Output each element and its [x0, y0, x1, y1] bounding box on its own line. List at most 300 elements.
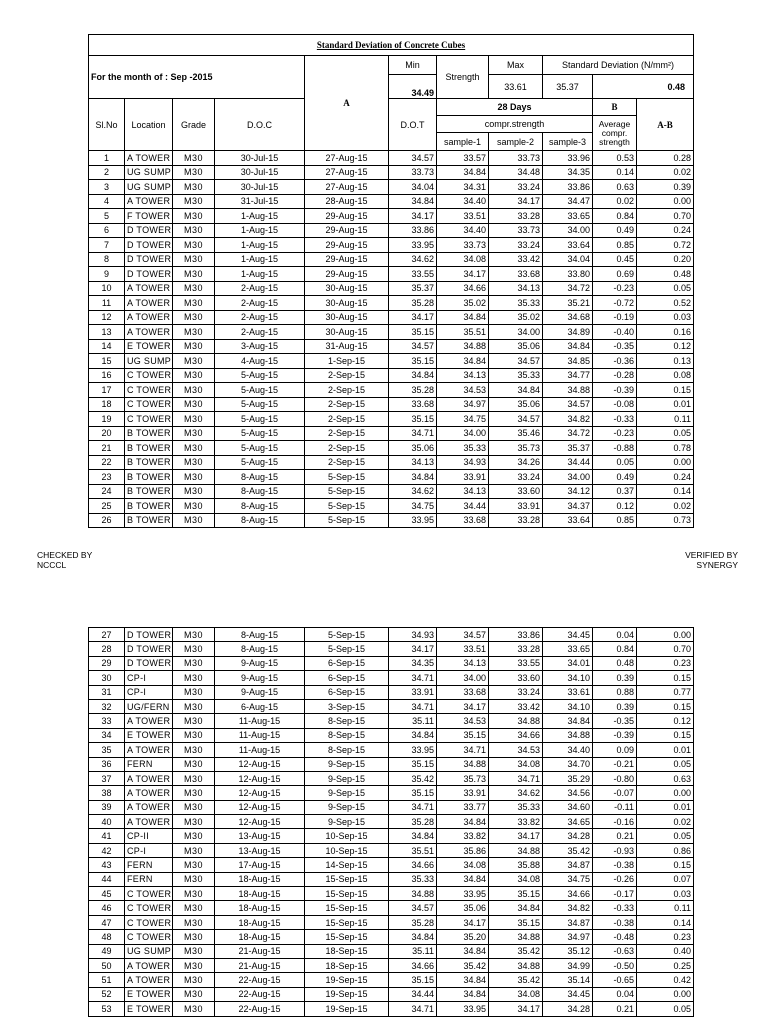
table-cell: 0.69	[593, 267, 637, 282]
table-cell: M30	[173, 728, 215, 742]
table-cell: C TOWER	[125, 930, 173, 944]
table-cell: 34.84	[489, 901, 543, 915]
table-cell: 34.60	[543, 800, 593, 814]
table-cell: 33.86	[389, 223, 437, 238]
table-cell: 0.02	[637, 499, 694, 514]
table-cell: 8	[89, 252, 125, 267]
table-row	[89, 728, 694, 742]
table-cell: C TOWER	[125, 915, 173, 929]
table-cell: 2-Aug-15	[215, 310, 305, 325]
table-cell: M30	[173, 325, 215, 340]
table-cell: 0.12	[593, 499, 637, 514]
table-cell: 0.23	[637, 930, 694, 944]
table-cell: -0.35	[593, 714, 637, 728]
table-cell: 45	[89, 887, 125, 901]
table-cell: 15	[89, 354, 125, 369]
table-row	[89, 987, 694, 1001]
table-cell: 35.20	[437, 930, 489, 944]
table-cell: 33.68	[389, 397, 437, 412]
table-cell: 18-Aug-15	[215, 901, 305, 915]
table-cell: 0.40	[637, 944, 694, 958]
table-cell: M30	[173, 368, 215, 383]
table-cell: 49	[89, 944, 125, 958]
table-cell: M30	[173, 987, 215, 1001]
table-cell: B TOWER	[125, 441, 173, 456]
table-cell: 30-Jul-15	[215, 165, 305, 180]
table-cell: 35.11	[389, 714, 437, 728]
col-sample-3: sample-3	[543, 133, 593, 151]
table-cell: 30-Aug-15	[305, 281, 389, 296]
table-cell: 34.45	[543, 987, 593, 1001]
table-cell: M30	[173, 296, 215, 311]
table-cell: 6-Aug-15	[215, 699, 305, 713]
table-cell: 34.72	[543, 281, 593, 296]
table-cell: M30	[173, 656, 215, 670]
table-cell: 31	[89, 685, 125, 699]
table-cell: 0.15	[637, 728, 694, 742]
table-row	[89, 325, 694, 340]
a-label: A	[305, 56, 389, 151]
table-cell: 34.85	[543, 354, 593, 369]
table-cell: 34.84	[437, 987, 489, 1001]
table-cell: M30	[173, 786, 215, 800]
table-cell: 39	[89, 800, 125, 814]
table-cell: 2-Sep-15	[305, 412, 389, 427]
table-cell: 0.85	[593, 238, 637, 253]
table-cell: 25	[89, 499, 125, 514]
table-cell: M30	[173, 958, 215, 972]
table-row	[89, 165, 694, 180]
table-cell: 33.95	[389, 238, 437, 253]
table-cell: 34.17	[389, 209, 437, 224]
table-cell: M30	[173, 930, 215, 944]
table-cell: 1-Aug-15	[215, 252, 305, 267]
table-cell: 33.91	[437, 786, 489, 800]
table-cell: 35.28	[389, 915, 437, 929]
table-cell: 0.02	[637, 815, 694, 829]
col-doc: D.O.C	[215, 99, 305, 151]
table-cell: 35.33	[437, 441, 489, 456]
table-cell: M30	[173, 499, 215, 514]
table-cell: 28	[89, 642, 125, 656]
table-cell: 7	[89, 238, 125, 253]
col-location: Location	[125, 99, 173, 151]
table-cell: 30-Aug-15	[305, 296, 389, 311]
table-cell: 9-Aug-15	[215, 671, 305, 685]
table-cell: 0.28	[637, 151, 694, 166]
table-cell: 5-Aug-15	[215, 426, 305, 441]
table-cell: 0.07	[637, 872, 694, 886]
table-cell: 12	[89, 310, 125, 325]
table-cell: 8-Aug-15	[215, 470, 305, 485]
cube-results-table-part1	[88, 34, 694, 528]
table-cell: 11-Aug-15	[215, 714, 305, 728]
table-cell: 34.28	[543, 1002, 593, 1016]
table-cell: 51	[89, 973, 125, 987]
table-cell: -0.17	[593, 887, 637, 901]
table-cell: 43	[89, 858, 125, 872]
table-cell: 31-Jul-15	[215, 194, 305, 209]
table-cell: A TOWER	[125, 281, 173, 296]
table-cell: 17-Aug-15	[215, 858, 305, 872]
col-sample-2: sample-2	[489, 133, 543, 151]
table-cell: 34.88	[437, 339, 489, 354]
table-cell: 12-Aug-15	[215, 800, 305, 814]
table-cell: 33.91	[489, 499, 543, 514]
table-cell: 29-Aug-15	[305, 223, 389, 238]
table-cell: 9	[89, 267, 125, 282]
table-cell: 35.11	[389, 944, 437, 958]
table-cell: 34.57	[437, 628, 489, 642]
table-row	[89, 223, 694, 238]
table-cell: CP-II	[125, 829, 173, 843]
table-cell: 15-Sep-15	[305, 915, 389, 929]
table-cell: 36	[89, 757, 125, 771]
table-row	[89, 426, 694, 441]
table-cell: A TOWER	[125, 743, 173, 757]
table-cell: 33.61	[543, 685, 593, 699]
table-cell: 33.95	[389, 743, 437, 757]
table-cell: 23	[89, 470, 125, 485]
table-cell: 34.08	[437, 858, 489, 872]
table-cell: 34.40	[437, 223, 489, 238]
table-cell: 35.42	[489, 973, 543, 987]
table-cell: 33.28	[489, 209, 543, 224]
table-cell: 34.56	[543, 786, 593, 800]
table-cell: 0.14	[637, 484, 694, 499]
table-cell: -0.80	[593, 771, 637, 785]
table-cell: 32	[89, 699, 125, 713]
table-cell: 0.37	[593, 484, 637, 499]
table-cell: 34.08	[437, 252, 489, 267]
table-cell: 0.49	[593, 223, 637, 238]
table-cell: 33	[89, 714, 125, 728]
table-cell: 34.01	[543, 656, 593, 670]
table-cell: 35.73	[489, 441, 543, 456]
table-cell: 34.17	[389, 642, 437, 656]
table-cell: 5-Aug-15	[215, 412, 305, 427]
table-cell: 34.57	[489, 412, 543, 427]
table-cell: 34.84	[489, 383, 543, 398]
table-cell: -0.35	[593, 339, 637, 354]
table-cell: 35.88	[489, 858, 543, 872]
table-cell: UG/FERN	[125, 699, 173, 713]
table-cell: 34.13	[437, 484, 489, 499]
table-cell: 33.80	[543, 267, 593, 282]
table-cell: 0.00	[637, 786, 694, 800]
table-cell: 35.02	[437, 296, 489, 311]
table-cell: 0.24	[637, 223, 694, 238]
table-cell: 34.44	[437, 499, 489, 514]
table-cell: 35.42	[389, 771, 437, 785]
table-cell: 0.05	[637, 281, 694, 296]
table-cell: 34.17	[489, 1002, 543, 1016]
col-a-minus-b: A-B	[637, 99, 694, 151]
sheet-title: Standard Deviation of Concrete Cubes	[89, 35, 694, 56]
table-cell: D TOWER	[125, 223, 173, 238]
table-cell: 37	[89, 771, 125, 785]
table-cell: A TOWER	[125, 973, 173, 987]
table-row	[89, 915, 694, 929]
col-compr-strength: compr.strength	[437, 116, 593, 133]
table-cell: FERN	[125, 872, 173, 886]
table-cell: 9-Aug-15	[215, 685, 305, 699]
table-cell: 0.53	[593, 151, 637, 166]
table-cell: 33.86	[543, 180, 593, 195]
table-cell: 33.65	[543, 209, 593, 224]
table-cell: 0.12	[637, 714, 694, 728]
table-cell: -0.33	[593, 901, 637, 915]
table-cell: M30	[173, 944, 215, 958]
table-cell: 18-Sep-15	[305, 944, 389, 958]
table-row	[89, 368, 694, 383]
table-row	[89, 930, 694, 944]
table-cell: M30	[173, 973, 215, 987]
table-cell: 35.33	[489, 800, 543, 814]
table-row	[89, 354, 694, 369]
table-cell: A TOWER	[125, 151, 173, 166]
table-cell: 0.20	[637, 252, 694, 267]
table-cell: C TOWER	[125, 397, 173, 412]
table-cell: 0.84	[593, 642, 637, 656]
table-cell: 0.39	[593, 671, 637, 685]
table-cell: 34.75	[437, 412, 489, 427]
table-cell: -0.48	[593, 930, 637, 944]
table-cell: 17	[89, 383, 125, 398]
table-cell: 0.14	[637, 915, 694, 929]
table-cell: 5-Aug-15	[215, 368, 305, 383]
table-cell: 19-Sep-15	[305, 987, 389, 1001]
table-cell: 9-Aug-15	[215, 656, 305, 670]
table-cell: 34.37	[543, 499, 593, 514]
table-cell: 30	[89, 671, 125, 685]
table-cell: 0.16	[637, 325, 694, 340]
table-cell: 34.71	[437, 743, 489, 757]
table-cell: M30	[173, 426, 215, 441]
table-row	[89, 1002, 694, 1016]
table-cell: 34.66	[437, 281, 489, 296]
table-cell: 34.84	[437, 872, 489, 886]
table-cell: -0.08	[593, 397, 637, 412]
table-cell: 34.82	[543, 901, 593, 915]
table-cell: 34.84	[437, 973, 489, 987]
table-cell: -0.28	[593, 368, 637, 383]
table-cell: 15-Sep-15	[305, 872, 389, 886]
table-cell: -0.40	[593, 325, 637, 340]
table-cell: -0.65	[593, 973, 637, 987]
table-cell: B TOWER	[125, 484, 173, 499]
table-cell: 34.87	[543, 858, 593, 872]
min-label: Min	[389, 56, 437, 75]
table-cell: 6	[89, 223, 125, 238]
table-cell: M30	[173, 858, 215, 872]
table-cell: -0.39	[593, 383, 637, 398]
strength-label: Strength	[437, 56, 489, 99]
table-cell: 34.84	[389, 368, 437, 383]
table-cell: -0.23	[593, 281, 637, 296]
table-cell: 33.24	[489, 470, 543, 485]
table-cell: 35.37	[543, 441, 593, 456]
table-cell: M30	[173, 455, 215, 470]
table-cell: 0.63	[593, 180, 637, 195]
table-cell: 34.82	[543, 412, 593, 427]
table-cell: 35.42	[543, 843, 593, 857]
table-cell: M30	[173, 252, 215, 267]
table-cell: F TOWER	[125, 209, 173, 224]
table-cell: 0.05	[637, 1002, 694, 1016]
table-cell: CP-I	[125, 685, 173, 699]
cube-results-table-part2	[88, 627, 694, 1017]
table-cell: 14	[89, 339, 125, 354]
table-cell: 27-Aug-15	[305, 180, 389, 195]
table-cell: CP-I	[125, 671, 173, 685]
table-cell: 12-Aug-15	[215, 786, 305, 800]
table-row	[89, 252, 694, 267]
table-cell: 0.05	[593, 455, 637, 470]
table-cell: 34.44	[389, 987, 437, 1001]
table-cell: 24	[89, 484, 125, 499]
table-cell: 34.13	[389, 455, 437, 470]
table-row	[89, 872, 694, 886]
table-cell: 11-Aug-15	[215, 728, 305, 742]
table-cell: M30	[173, 339, 215, 354]
table-cell: 0.03	[637, 310, 694, 325]
table-cell: 19	[89, 412, 125, 427]
table-cell: 34.57	[389, 901, 437, 915]
table-cell: C TOWER	[125, 901, 173, 915]
table-cell: 35.12	[543, 944, 593, 958]
table-cell: 30-Jul-15	[215, 180, 305, 195]
table-cell: 33.73	[489, 151, 543, 166]
table-row	[89, 671, 694, 685]
table-cell: 1-Aug-15	[215, 209, 305, 224]
table-cell: 33.28	[489, 642, 543, 656]
table-cell: 34.84	[389, 728, 437, 742]
table-cell: FERN	[125, 757, 173, 771]
table-cell: 34.17	[437, 915, 489, 929]
table-cell: B TOWER	[125, 426, 173, 441]
table-cell: 52	[89, 987, 125, 1001]
table-cell: M30	[173, 800, 215, 814]
table-cell: M30	[173, 1002, 215, 1016]
table-cell: 12-Aug-15	[215, 771, 305, 785]
table-cell: 13	[89, 325, 125, 340]
table-cell: 34.84	[543, 339, 593, 354]
table-cell: 34.88	[543, 728, 593, 742]
table-cell: 34.53	[489, 743, 543, 757]
table-cell: M30	[173, 829, 215, 843]
table-cell: 9-Sep-15	[305, 771, 389, 785]
table-cell: 18-Aug-15	[215, 872, 305, 886]
table-cell: M30	[173, 310, 215, 325]
table-cell: 5-Aug-15	[215, 397, 305, 412]
table-cell: 35.06	[489, 397, 543, 412]
table-cell: 34.45	[543, 628, 593, 642]
table-cell: 29-Aug-15	[305, 252, 389, 267]
table-cell: M30	[173, 685, 215, 699]
table-cell: 0.02	[637, 165, 694, 180]
table-cell: 0.01	[637, 743, 694, 757]
table-cell: 35.15	[437, 728, 489, 742]
table-cell: 2-Sep-15	[305, 383, 389, 398]
table-cell: 33.82	[437, 829, 489, 843]
table-cell: 18-Aug-15	[215, 915, 305, 929]
table-cell: A TOWER	[125, 325, 173, 340]
table-cell: 18-Aug-15	[215, 887, 305, 901]
table-cell: M30	[173, 671, 215, 685]
col-grade: Grade	[173, 99, 215, 151]
table-row	[89, 484, 694, 499]
table-cell: 21	[89, 441, 125, 456]
days-label: 28 Days	[437, 99, 593, 116]
table-cell: 40	[89, 815, 125, 829]
table-cell: 34.93	[437, 455, 489, 470]
table-cell: 34.84	[437, 310, 489, 325]
table-cell: 34.13	[437, 368, 489, 383]
table-cell: E TOWER	[125, 1002, 173, 1016]
table-cell: M30	[173, 397, 215, 412]
table-cell: 0.15	[637, 858, 694, 872]
table-cell: 0.04	[593, 628, 637, 642]
table-cell: 0.70	[637, 209, 694, 224]
table-cell: 5-Sep-15	[305, 628, 389, 642]
table-cell: 8-Aug-15	[215, 499, 305, 514]
table-cell: 38	[89, 786, 125, 800]
table-cell: M30	[173, 165, 215, 180]
table-row	[89, 958, 694, 972]
table-cell: D TOWER	[125, 628, 173, 642]
table-cell: 35.28	[389, 296, 437, 311]
table-row	[89, 310, 694, 325]
table-cell: 10-Sep-15	[305, 843, 389, 857]
table-cell: 34.13	[437, 656, 489, 670]
table-cell: 12-Aug-15	[215, 757, 305, 771]
table-cell: M30	[173, 194, 215, 209]
table-cell: 33.95	[437, 887, 489, 901]
table-cell: 34.68	[543, 310, 593, 325]
table-row	[89, 685, 694, 699]
table-cell: 2-Sep-15	[305, 441, 389, 456]
table-cell: 31-Aug-15	[305, 339, 389, 354]
table-cell: 34.88	[489, 930, 543, 944]
table-cell: 53	[89, 1002, 125, 1016]
table-cell: 0.02	[593, 194, 637, 209]
table-cell: 5-Sep-15	[305, 484, 389, 499]
table-cell: 35.33	[389, 872, 437, 886]
a-value: 34.49	[389, 75, 437, 99]
table-cell: 12-Aug-15	[215, 815, 305, 829]
table-cell: 47	[89, 915, 125, 929]
table-cell: 34.71	[389, 1002, 437, 1016]
table-cell: A TOWER	[125, 296, 173, 311]
table-cell: M30	[173, 714, 215, 728]
table-cell: 34.62	[489, 786, 543, 800]
table-cell: 0.00	[637, 987, 694, 1001]
table-cell: 35.14	[543, 973, 593, 987]
table-cell: 1-Sep-15	[305, 354, 389, 369]
table-row	[89, 281, 694, 296]
table-cell: 19-Sep-15	[305, 973, 389, 987]
table-cell: FERN	[125, 858, 173, 872]
table-cell: 33.91	[389, 685, 437, 699]
table-cell: M30	[173, 699, 215, 713]
table-row	[89, 209, 694, 224]
table-cell: 33.95	[437, 1002, 489, 1016]
table-cell: 34.84	[389, 829, 437, 843]
table-cell: 33.96	[543, 151, 593, 166]
table-cell: 35.28	[389, 383, 437, 398]
table-cell: 8-Sep-15	[305, 728, 389, 742]
